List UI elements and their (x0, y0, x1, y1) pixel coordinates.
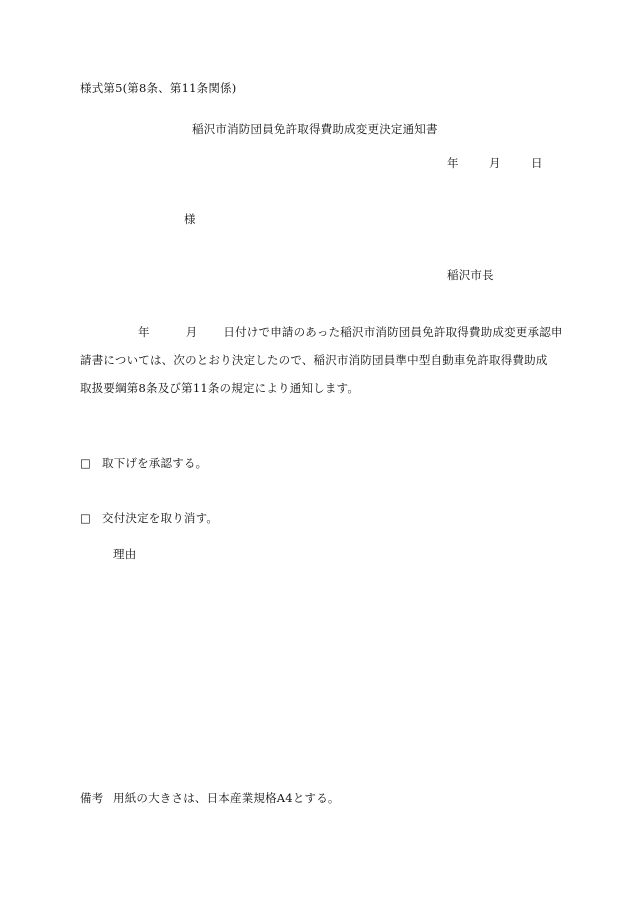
date-day-label: 日 (531, 156, 543, 170)
body-line: 取扱要綱第8条及び第11条の規定により通知します。 (80, 381, 360, 395)
body-line: 請書については、次のとおり決定したので、稲沢市消防団員準中型自動車免許取得費助成 (80, 353, 548, 367)
remarks-text: 用紙の大きさは、日本産業規格A4とする。 (113, 791, 340, 805)
date-year-label: 年 (447, 156, 459, 170)
body-line (80, 324, 563, 352)
form-number: 様式第5(第8条、第11条関係) (80, 81, 237, 95)
option-label: 交付決定を取り消す。 (102, 511, 219, 525)
checkbox[interactable]: □ (80, 511, 92, 525)
remarks (80, 790, 340, 806)
body-year-label: 年 (138, 325, 150, 339)
date-month-label: 月 (489, 156, 501, 170)
checkbox[interactable]: □ (80, 456, 92, 470)
body-text (80, 324, 563, 408)
option-approve-withdrawal[interactable] (80, 455, 207, 471)
document-title: 稲沢市消防団員免許取得費助成変更決定通知書 (192, 122, 438, 136)
body-line-1-text: 日付けで申請のあった稲沢市消防団員免許取得費助成変更承認申 (223, 325, 563, 339)
option-label: 取下げを承認する。 (102, 456, 208, 470)
issuer-name: 稲沢市長 (447, 268, 494, 282)
reason-label: 理由 (113, 547, 137, 561)
addressee-suffix: 様 (184, 212, 196, 226)
remarks-label: 備考 (80, 791, 104, 805)
body-month-label: 月 (185, 325, 198, 339)
date-line (447, 155, 543, 171)
option-cancel-grant[interactable] (80, 510, 218, 526)
